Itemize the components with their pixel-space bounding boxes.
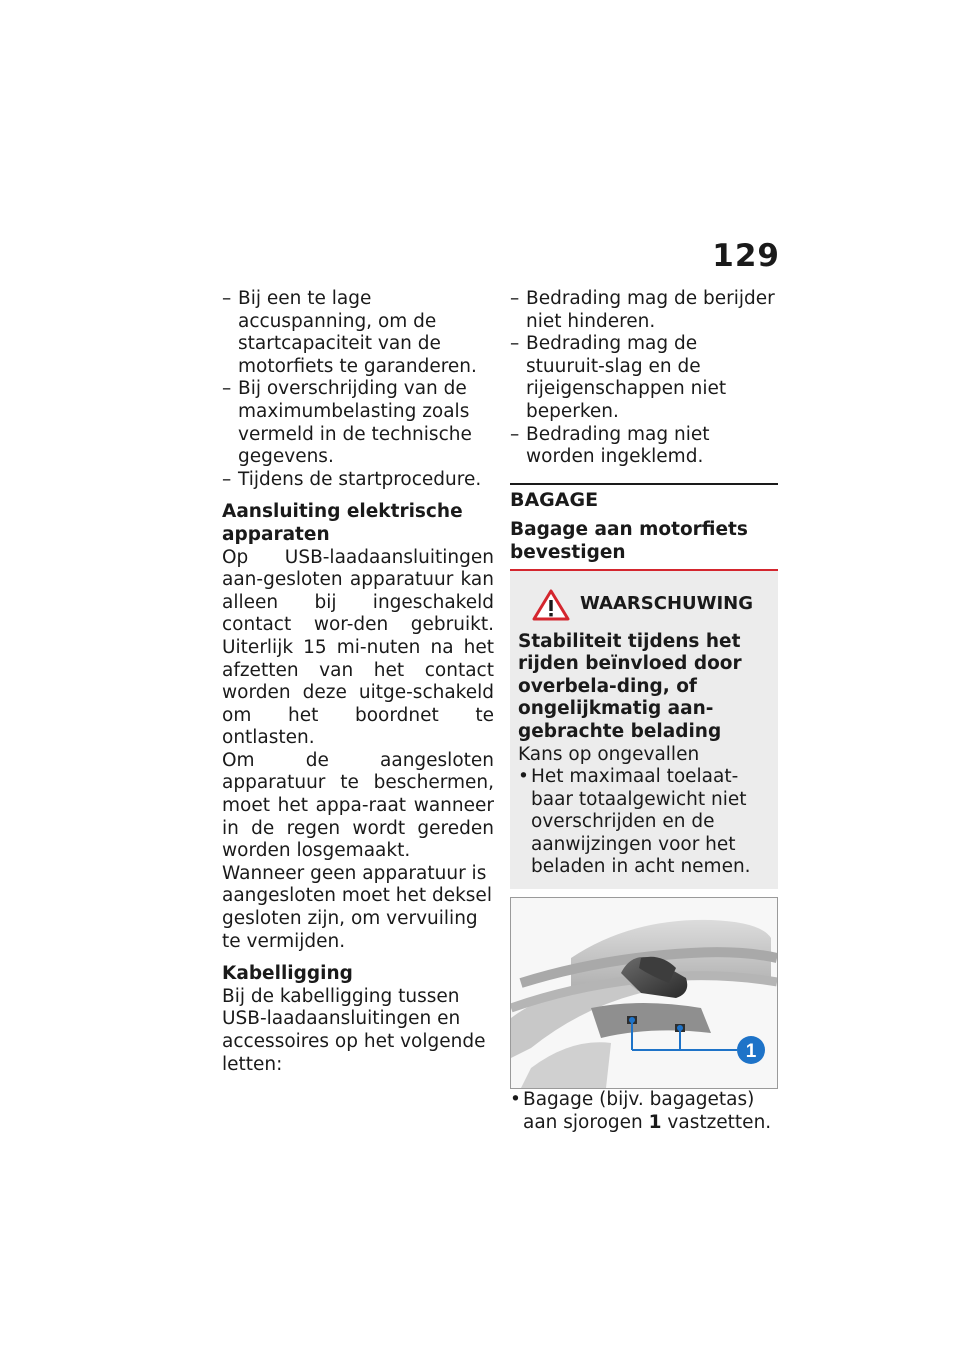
list-item: – Tijdens de startprocedure. [222, 469, 494, 492]
figure-caption [510, 1089, 778, 1134]
list-item: – Bij overschrijding van de maximumbelasting zoals vermeld in de technische gegevens. [222, 378, 494, 468]
warning-title: WAARSCHUWING [580, 593, 754, 615]
subsection-title: Bagage aan motorfiets bevestigen [510, 519, 748, 563]
list-item: – Bedrading mag de berijder niet hinderen. [510, 288, 778, 333]
warning-consequence: Kans op ongevallen [518, 743, 700, 765]
right-column [510, 288, 778, 1134]
paragraph-usb-usage: Op USB-laadaansluitingen aan-gesloten apparatuur kan alleen bij ingeschakeld contact wor-den gebruikt. Uiterlijk 15 mi-nuten na het afzetten van het contact worden deze uitge-schakeld om het boordnet te ontlasten. [222, 546, 494, 749]
luggage-hook-figure [510, 897, 778, 1089]
page-number: 129 [712, 238, 780, 274]
paragraph-cover: Wanneer geen apparatuur is aangesloten moet het deksel gesloten zijn, om vervuiling te vermijden. [222, 862, 492, 952]
section-divider [510, 483, 778, 512]
section-title: BAGAGE [510, 488, 599, 511]
paragraph-cable-routing: Bij de kabelligging tussen USB-laadaansluitingen en accessoires op het volgende letten: [222, 985, 486, 1075]
left-column [222, 288, 494, 1076]
list-item: – Bedrading mag de stuuruit-slag en de rijeigenschappen niet beperken. [510, 333, 778, 423]
warning-actions [518, 766, 770, 879]
paragraph-rain-protection: Om de aangesloten apparatuur te beschermen, moet het appa-raat wanneer in de regen wordt gereden worden losgemaakt. [222, 749, 494, 862]
list-item: – Bij een te lage accuspanning, om de startcapaciteit van de motorfiets te garanderen. [222, 288, 494, 378]
heading-connect-devices: Aansluiting elektrische apparaten [222, 501, 463, 545]
callout-number: 1 [745, 1041, 757, 1063]
caption-text: Bagage (bijv. bagagetas) aan sjorogen [523, 1089, 755, 1133]
caption-text-end: vastzetten. [667, 1111, 772, 1133]
heading-cable-routing: Kabelligging [222, 963, 353, 985]
list-item: – Bedrading mag niet worden ingeklemd. [510, 424, 778, 469]
warning-header [532, 589, 770, 621]
list-item: • Het maximaal toelaat-baar totaalgewicht niet overschrijden en de aanwijzingen voor het beladen in acht nemen. [518, 766, 770, 879]
warning-triangle-icon [532, 589, 570, 621]
warning-hazard: Stabiliteit tijdens het rijden beïnvloed door overbela-ding, of ongelijkmatig aan-gebrachte belading [518, 630, 742, 742]
wiring-rules-list [510, 288, 778, 469]
caption-reference: 1 [648, 1111, 662, 1133]
warning-box [510, 571, 778, 890]
luggage-rack-illustration [511, 898, 777, 1088]
battery-conditions-list [222, 288, 494, 491]
list-item [510, 1089, 778, 1134]
